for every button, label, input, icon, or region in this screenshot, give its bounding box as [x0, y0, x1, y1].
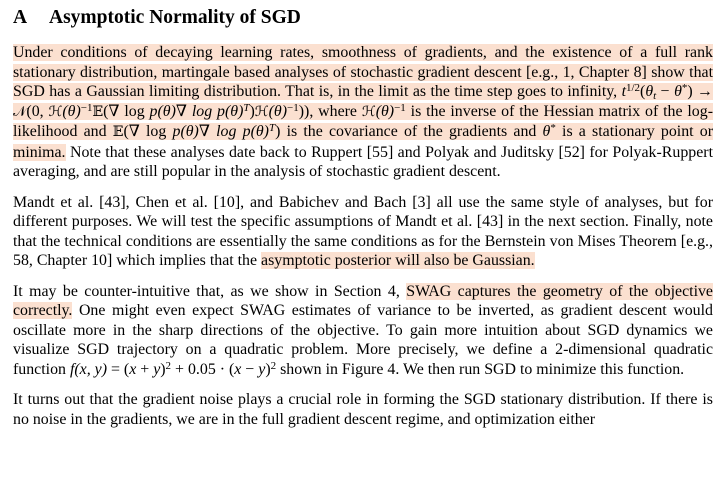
- text-segment: is a stationary point or minima.: [13, 123, 713, 161]
- math-superscript: 2: [165, 359, 172, 372]
- paragraph-related-analyses: [13, 193, 713, 271]
- math-superscript: −1: [80, 101, 93, 114]
- paragraph-asymptotic-normality: [13, 43, 713, 182]
- math-operator: −: [241, 360, 259, 378]
- paragraph-swag-geometry: [13, 282, 713, 380]
- math-operator: (: [640, 83, 646, 100]
- math-symbol: y: [153, 360, 161, 378]
- math-symbol: (x, y): [74, 360, 107, 378]
- math-superscript: 2: [270, 359, 277, 372]
- math-symbol: x: [129, 360, 137, 378]
- highlight-asymptotic-posterior: asymptotic posterior will also be Gaussian.: [261, 252, 535, 269]
- math-operator: ) →: [687, 83, 713, 100]
- text-segment: Note that these analyses date back to Ruppert [55] and Polyak and Juditsky [52] for Polyak-Ruppert averaging, and are still popular in the analysis of stochastic gradient descent.: [13, 143, 713, 180]
- math-symbol: p: [242, 123, 251, 140]
- math-operator: (∇ log: [123, 123, 173, 140]
- math-symbol: ℋ: [48, 103, 63, 120]
- math-symbol: ℋ: [254, 103, 269, 120]
- math-operator: )), where: [298, 102, 362, 120]
- math-operator: = (: [107, 360, 130, 378]
- section-heading: [13, 0, 713, 34]
- math-symbol: p: [172, 123, 181, 140]
- text-segment: is the inverse of the Hessian matrix of the log-likelihood and: [13, 102, 713, 140]
- math-symbol: t: [621, 83, 626, 100]
- math-operator: +: [136, 360, 154, 378]
- math-symbol: p: [149, 102, 158, 120]
- math-subscript: t: [653, 90, 657, 102]
- math-operator: −: [656, 83, 675, 100]
- math-symbol: (θ)∇ log: [180, 123, 243, 140]
- math-operator: + 0.05 · (: [171, 360, 235, 378]
- math-symbol: θ: [542, 123, 551, 140]
- math-superscript: 1/2: [625, 82, 641, 94]
- math-symbol: θ: [674, 83, 682, 100]
- text-segment: shown in Figure 4. We then run SGD to minimize this function.: [276, 360, 685, 378]
- text-segment: It may be counter-intuitive that, as we show in Section 4,: [13, 282, 407, 300]
- math-operator: ): [160, 360, 166, 378]
- math-operator: (0,: [26, 102, 49, 120]
- highlight-swag-geometry: SWAG captures the geometry of the objective correctly.: [13, 282, 713, 319]
- math-superscript: −1: [287, 101, 299, 114]
- math-superscript: *: [550, 122, 556, 134]
- text-segment: Mandt et al. [43], Chen et al. [10], and Babichev and Bach [3] all use the same style of analyses, but for different purposes. We will test the specific assumptions of Mandt et al. [43] in the next section. Finally, note that the technical conditions are essentially the same conditions as for the Bernstein von Mises Theorem [e.g., 58, Chapter 10] which implies that the: [13, 193, 713, 269]
- math-symbol: (θ): [62, 102, 81, 120]
- paragraph-gradient-noise: [13, 390, 713, 429]
- section-number: A: [13, 7, 28, 28]
- math-symbol: 𝔼: [112, 124, 124, 140]
- text-segment: is the covariance of the gradients and: [280, 123, 543, 140]
- section-title: Asymptotic Normality of SGD: [49, 7, 301, 28]
- math-symbol: (θ): [268, 102, 288, 120]
- text-segment: Under conditions of decaying learning rates, smoothness of gradients, and the existence of a full rank stationary distribution, martingale based analyses of stochastic gradient descent [e.g., 1, Chapter 8] show that SGD has a Gaussian limiting distribution. That is, in the limit as the time step goes to infinity,: [13, 44, 713, 100]
- math-superscript: T: [243, 101, 250, 114]
- math-operator: ): [265, 360, 271, 378]
- math-symbol: (θ): [375, 102, 395, 120]
- math-superscript: −1: [394, 101, 406, 114]
- math-operator: ): [275, 123, 281, 140]
- text-segment: One might even expect SWAG estimates of variance to be inverted, as gradient descent would oscillate more in the sharp directions of the objective. To gain more intuition about SGD dynamics we visualize SGD trajectory on a quadratic problem. More precisely, we define a 2-dimensional quadratic function: [13, 302, 713, 378]
- math-operator: (∇ log: [103, 102, 150, 120]
- math-symbol: 𝔼: [92, 103, 104, 120]
- math-superscript: T: [268, 122, 276, 134]
- math-symbol: p: [217, 102, 225, 120]
- math-symbol: (θ)∇ log: [157, 102, 218, 120]
- math-symbol: ℋ: [361, 103, 376, 120]
- math-symbol: x: [234, 360, 242, 378]
- math-symbol: 𝒩: [13, 103, 27, 120]
- math-symbol: y: [258, 360, 266, 378]
- math-symbol: f: [69, 360, 75, 378]
- math-symbol: θ: [645, 83, 654, 100]
- math-symbol: (θ): [224, 102, 244, 120]
- math-superscript: *: [681, 82, 688, 94]
- math-operator: ): [249, 102, 255, 120]
- math-symbol: (θ): [250, 123, 269, 140]
- text-segment: It turns out that the gradient noise plays a crucial role in forming the SGD stationary distribution. If there is no noise in the gradients, we are in the full gradient descent regime, and optimization either: [13, 391, 713, 428]
